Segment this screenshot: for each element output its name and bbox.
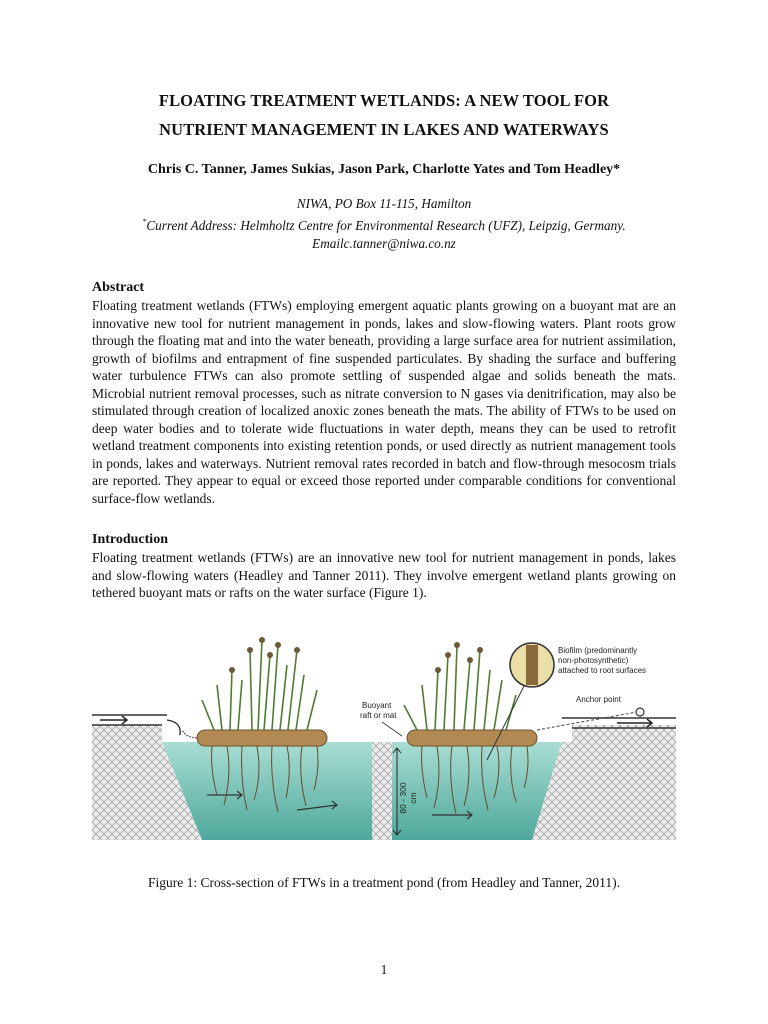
- ftw-cross-section-figure: [92, 630, 676, 842]
- affiliation-line-1: NIWA, PO Box 11-115, Hamilton: [296, 196, 472, 211]
- introduction-heading: Introduction: [92, 532, 168, 547]
- affiliation-line-2: [60, 213, 708, 235]
- floating-mat-right: [407, 730, 537, 746]
- title-line-2: NUTRIENT MANAGEMENT IN LAKES AND WATERWAYS: [159, 120, 609, 139]
- inflow-arrow: [100, 716, 127, 724]
- tether-left: [182, 730, 197, 738]
- pond-water-right: [392, 742, 562, 840]
- seed-heads-left: [229, 637, 300, 673]
- plants-left: [202, 640, 317, 730]
- raft-label-pointer: [382, 722, 402, 736]
- affiliation-block: [60, 195, 708, 253]
- anchor-label: Anchor point: [576, 695, 621, 704]
- author-list: Chris C. Tanner, James Sukias, Jason Park, Charlotte Yates and Tom Headley*: [147, 162, 621, 177]
- depth-unit-label: cm: [408, 792, 418, 804]
- floating-mat-left: [197, 730, 327, 746]
- raft-label-2: raft or mat: [360, 711, 397, 720]
- figure-caption: Figure 1: Cross-section of FTWs in a treatment pond (from Headley and Tanner, 2011).: [147, 875, 621, 890]
- raft-label-1: Buoyant: [362, 701, 392, 710]
- depth-label: 80 - 300: [398, 782, 408, 814]
- biofilm-label-1: Biofilm (predominantly: [558, 646, 638, 655]
- title-line-1: FLOATING TREATMENT WETLANDS: A NEW TOOL FOR: [158, 91, 610, 110]
- magnified-root: [526, 645, 538, 685]
- current-address: Current Address: Helmholtz Centre for Environmental Research (UFZ), Leipzig, Germany.: [146, 218, 626, 233]
- plants-right: [404, 645, 516, 730]
- biofilm-label-3: attached to root surfaces: [558, 666, 647, 675]
- paper-title: [60, 86, 708, 144]
- abstract-heading: Abstract: [92, 280, 145, 295]
- anchor-point-marker: [636, 708, 644, 716]
- email-line: Emailc.tanner@niwa.co.nz: [312, 236, 456, 251]
- biofilm-label-2: non-photosynthetic): [558, 656, 629, 665]
- page-number: 1: [380, 962, 388, 977]
- seed-heads-right: [435, 642, 483, 673]
- abstract-text: Floating treatment wetlands (FTWs) employing emergent aquatic plants growing on a buoyant mat are an innovative new tool for nutrient management in ponds, lakes and slow-flowing waters. Plant roots grow through the floating mat and into the water beneath, providing a large surface area for nutrient assimilation, growth of biofilms and entrapment of fine suspended particulates. By shading the surface and buffering water turbulence FTWs can also promote settling of suspended algae and solids beneath the mats. Microbial nutrient removal processes, such as nitrate conversion to N gases via denitrification, may also be stimulated through creation of localized anoxic zones beneath the mats. The ability of FTWs to be used on deep water bodies and to tolerate wide fluctuations in water depth, means they can be used to retrofit wetland treatment components into existing retention ponds, or used directly as nutrient management tools in ponds, lakes and waterways. Nutrient removal rates recorded in batch and flow-through mesocosm trials are reported. They appear to equal or exceed those reported under comparable conditions for conventional surface-flow wetlands.: [92, 298, 676, 506]
- center-bank: [372, 742, 392, 840]
- footnote-mark: *: [142, 217, 147, 226]
- introduction-text: Floating treatment wetlands (FTWs) are an innovative new tool for nutrient management in ponds, lakes and slow-flowing waters (Headley and Tanner 2011). They involve emergent wetland plants growing on tethered buoyant mats or rafts on the water surface (Figure 1).: [92, 550, 676, 600]
- inflow-drop-arrow: [167, 720, 180, 735]
